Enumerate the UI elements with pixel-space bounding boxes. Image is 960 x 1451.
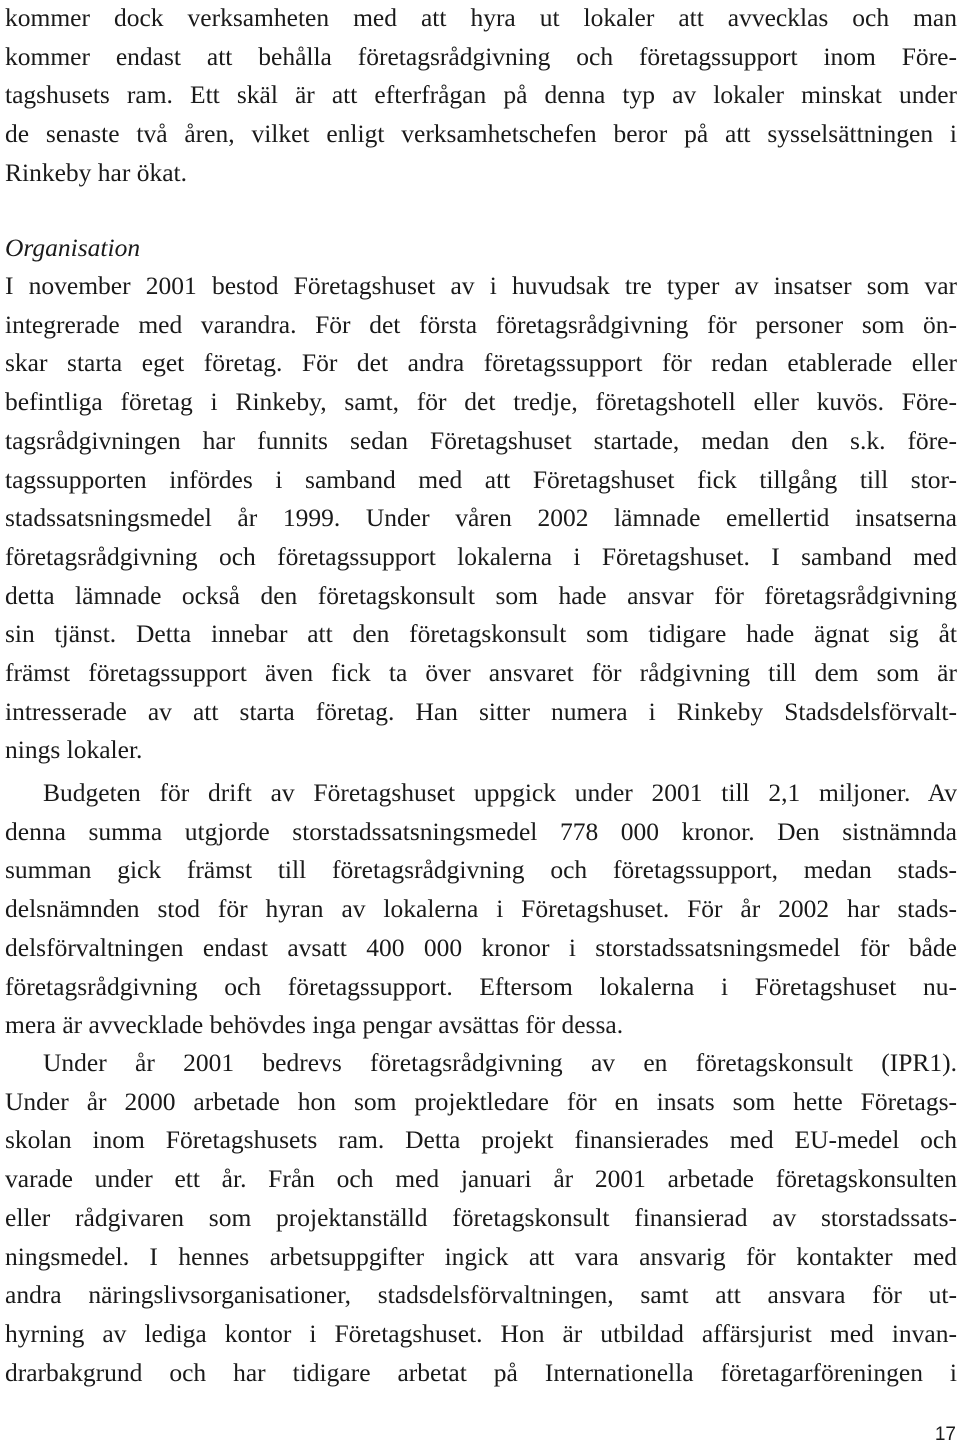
text-line: stadssatsningsmedel år 1999. Under våren 2002 lämnade emellertid insatserna [5, 503, 957, 533]
text-line: detta lämnade också den företagskonsult som hade ansvar för företagsrådgivning [5, 580, 957, 610]
text-line: integrerade med varandra. För det första företagsrådgivning för personer som ön- [5, 309, 957, 339]
text-line: kommer dock verksamheten med att hyra ut lokaler att avvecklas och man [5, 3, 957, 32]
text-line: skolan inom Företagshusets ram. Detta projekt finansierades med EU-medel och [5, 1125, 957, 1155]
text-line: delsnämnden stod för hyran av lokalerna i Företagshuset. För år 2002 har stads- [5, 894, 957, 924]
text-line: kommer endast att behålla företagsrådgivning och företagssupport inom Före- [5, 41, 957, 71]
text-line: intresserade av att starta företag. Han sitter numera i Rinkeby Stadsdelsförvalt- [5, 696, 957, 726]
text-line: Under år 2001 bedrevs företagsrådgivning av en företagskonsult (IPR1). [43, 1048, 957, 1077]
text-line: Under år 2000 arbetade hon som projektledare för en insats som hette Företags- [5, 1086, 957, 1116]
text-line: Budgeten för drift av Företagshuset uppgick under 2001 till 2,1 miljoner. Av [43, 778, 957, 807]
text-line: tagssupporten infördes i samband med att Företagshuset fick tillgång till stor- [5, 464, 957, 494]
text-line: nings lokaler. [5, 735, 143, 765]
text-line: hyrning av lediga kontor i Företagshuset. Hon är utbildad affärsjurist med invan- [5, 1318, 957, 1348]
text-line: skar starta eget företag. För det andra företagssupport för redan etablerade eller [5, 348, 957, 378]
text-line: de senaste två åren, vilket enligt verksamhetschefen beror på att sysselsättningen i [5, 119, 957, 149]
text-line: mera är avvecklade behövdes inga pengar avsättas för dessa. [5, 1010, 624, 1040]
text-line: företagsrådgivning och företagssupport. Eftersom lokalerna i Företagshuset nu- [5, 971, 957, 1001]
text-line: främst företagssupport även fick ta över ansvaret för rådgivning till dem som är [5, 658, 957, 687]
text-line: ningsmedel. I hennes arbetsuppgifter ingick att vara ansvarig för kontakter med [5, 1241, 957, 1271]
text-line: sin tjänst. Detta innebar att den företagskonsult som tidigare hade ägnat sig åt [5, 619, 957, 649]
text-line: varade under ett år. Från och med januari år 2001 arbetade företagskonsulten [5, 1164, 957, 1194]
text-line: delsförvaltningen endast avsatt 400 000 kronor i storstadssatsningsmedel för både [5, 932, 957, 962]
page-number: 17 [934, 1424, 956, 1445]
text-line: denna summa utgjorde storstadssatsningsmedel 778 000 kronor. Den sistnämnda [5, 816, 957, 846]
text-line: I november 2001 bestod Företagshuset av i huvudsak tre typer av insatser som var [5, 271, 957, 300]
text-line: tagsrådgivningen har funnits sedan Företagshuset startade, medan den s.k. före- [5, 425, 957, 455]
text-line: eller rådgivaren som projektanställd företagskonsult finansierad av storstadssats- [5, 1202, 957, 1232]
text-line: tagshusets ram. Ett skäl är att efterfrågan på denna typ av lokaler minskat under [5, 80, 957, 110]
section-heading: Organisation [5, 233, 141, 262]
text-line: summan gick främst till företagsrådgivning och företagssupport, medan stads- [5, 855, 957, 885]
text-line: företagsrådgivning och företagssupport lokalerna i Företagshuset. I samband med [5, 541, 957, 571]
text-line: befintliga företag i Rinkeby, samt, för det tredje, företagshotell eller kuvös. Före- [5, 387, 957, 417]
text-line: Rinkeby har ökat. [5, 157, 187, 187]
text-line: andra näringslivsorganisationer, stadsdelsförvaltningen, samt att ansvara för ut- [5, 1280, 957, 1310]
text-line: drarbakgrund och har tidigare arbetat på Internationella företagarföreningen i [5, 1357, 957, 1387]
